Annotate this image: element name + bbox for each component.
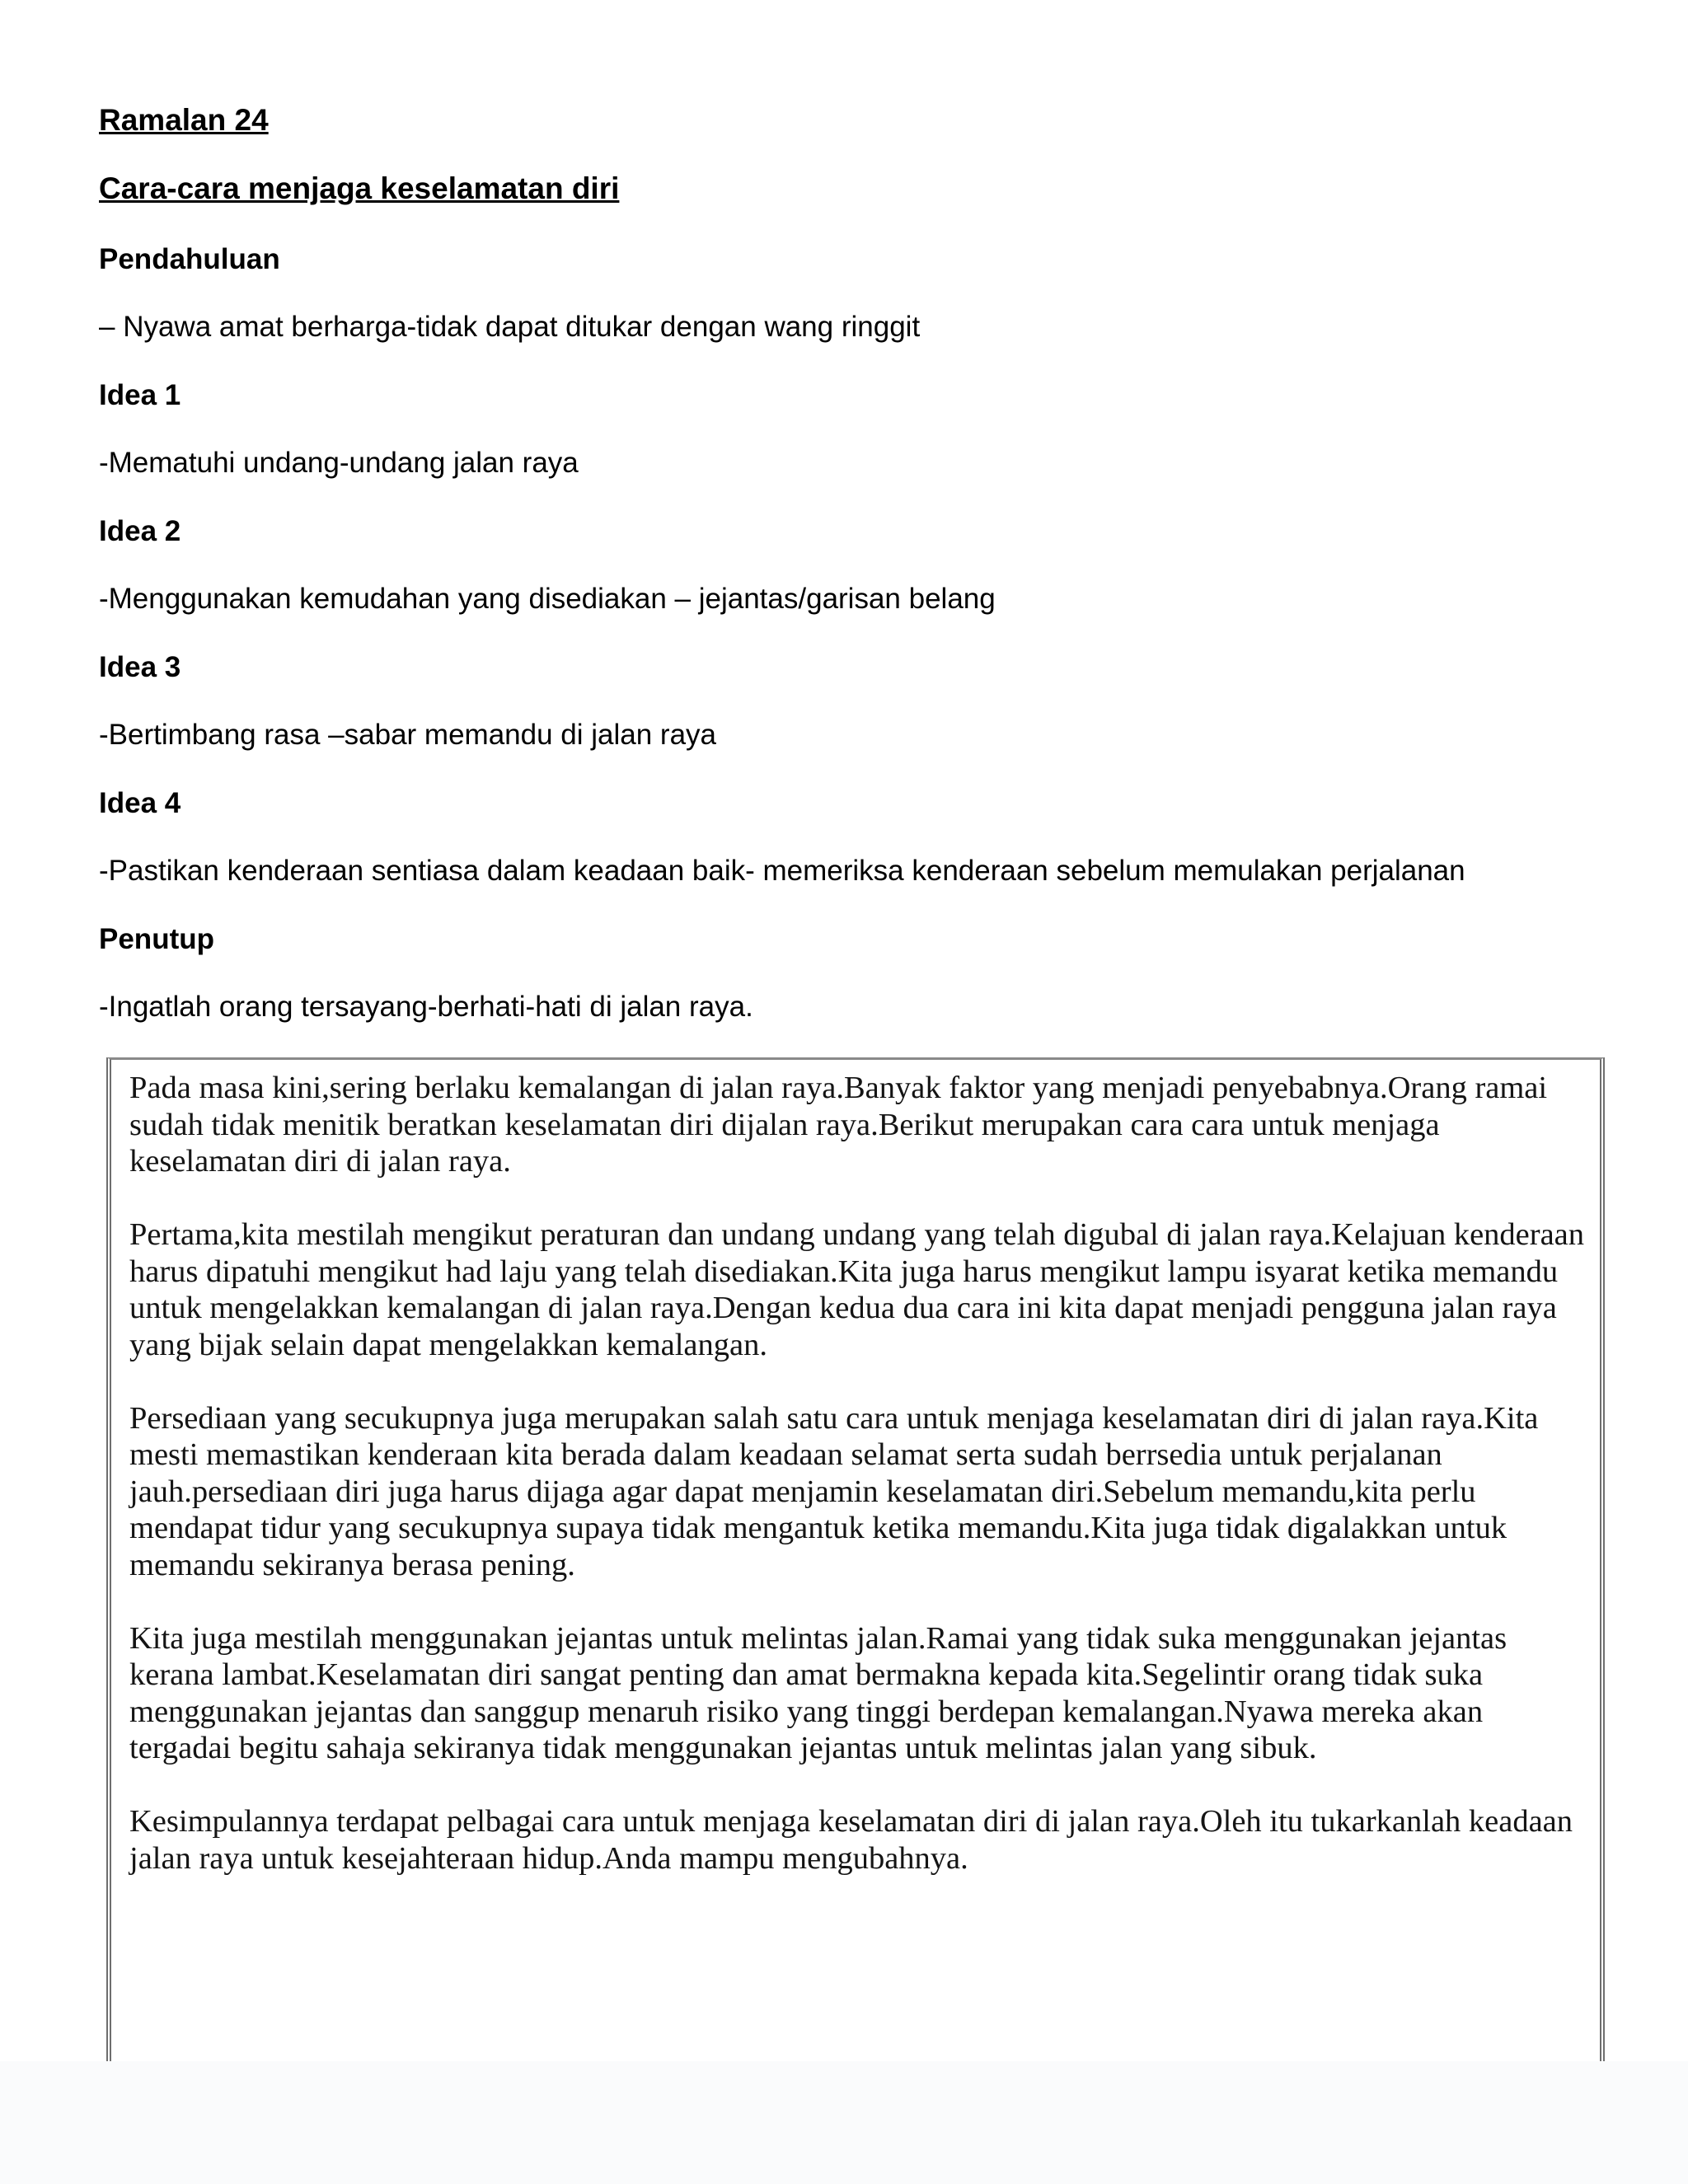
section-heading-penutup: Penutup — [99, 923, 214, 955]
section-heading-idea-4: Idea 4 — [99, 787, 181, 819]
section-heading-pendahuluan: Pendahuluan — [99, 243, 280, 275]
essay-frame — [106, 1057, 1605, 2061]
section-text-idea-4: -Pastikan kenderaan sentiasa dalam keadaan baik- memeriksa kenderaan sebelum memulakan perjalanan — [99, 855, 1465, 887]
section-heading-idea-1: Idea 1 — [99, 379, 181, 411]
document-subtitle: Cara-cara menjaga keselamatan diri — [99, 171, 620, 205]
page-bottom-shade — [0, 2061, 1688, 2184]
section-text-pendahuluan: – Nyawa amat berharga-tidak dapat ditukar dengan wang ringgit — [99, 311, 921, 343]
section-text-penutup: -Ingatlah orang tersayang-berhati-hati di jalan raya. — [99, 991, 753, 1023]
section-text-idea-2: -Menggunakan kemudahan yang disediakan – jejantas/garisan belang — [99, 583, 996, 615]
section-heading-idea-2: Idea 2 — [99, 515, 181, 547]
section-text-idea-1: -Mematuhi undang-undang jalan raya — [99, 447, 579, 479]
essay-paragraph: Kita juga mestilah menggunakan jejantas untuk melintas jalan.Ramai yang tidak suka menggunakan jejantas kerana lambat.Keselamatan diri sangat penting dan amat bermakna kepada kita.Segelintir orang tidak suka menggunakan jejantas dan sanggup menaruh risiko yang tinggi berdepan kemalangan.Nyawa mereka akan tergadai begitu sahaja sekiranya tidak menggunakan jejantas untuk melintas jalan yang sibuk. — [129, 1620, 1507, 1765]
essay-paragraph: Pada masa kini,sering berlaku kemalangan di jalan raya.Banyak faktor yang menjadi penyebabnya.Orang ramai sudah tidak menitik beratkan keselamatan diri dijalan raya.Berikut merupakan cara cara untuk menjaga keselamatan diri di jalan raya. — [129, 1071, 1548, 1179]
essay-body — [129, 1070, 1588, 1914]
section-heading-idea-3: Idea 3 — [99, 651, 181, 683]
essay-paragraph: Kesimpulannya terdapat pelbagai cara untuk menjaga keselamatan diri di jalan raya.Oleh itu tukarkanlah keadaan jalan raya untuk kesejahteraan hidup.Anda mampu mengubahnya. — [129, 1804, 1573, 1876]
outline-document — [99, 97, 1599, 1028]
essay-paragraph: Pertama,kita mestilah mengikut peraturan dan undang undang yang telah digubal di jalan raya.Kelajuan kenderaan harus dipatuhi mengikut had laju yang telah disediakan.Kita juga harus mengikut lampu isyarat ketika memandu untuk mengelakkan kemalangan di jalan raya.Dengan kedua dua cara ini kita dapat menjadi pengguna jalan raya yang bijak selain dapat mengelakkan kemalangan. — [129, 1217, 1585, 1362]
section-text-idea-3: -Bertimbang rasa –sabar memandu di jalan raya — [99, 719, 716, 751]
document-title: Ramalan 24 — [99, 103, 269, 137]
essay-paragraph: Persediaan yang secukupnya juga merupakan salah satu cara untuk menjaga keselamatan diri di jalan raya.Kita mesti memastikan kenderaan kita berada dalam keadaan selamat serta sudah berrsedia untuk perjalanan jauh.persediaan diri juga harus dijaga agar dapat menjamin keselamatan diri.Sebelum memandu,kita perlu mendapat tidur yang secukupnya supaya tidak mengantuk ketika memandu.Kita juga tidak digalakkan untuk memandu sekiranya berasa pening. — [129, 1400, 1539, 1582]
